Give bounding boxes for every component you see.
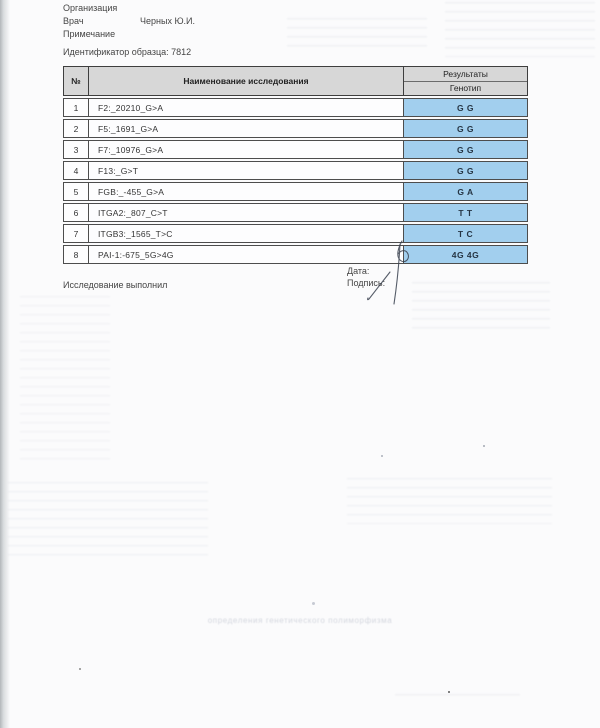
scan-speck — [381, 455, 383, 457]
row-number: 4 — [64, 162, 89, 179]
test-name: ITGA2:_807_C>T — [89, 204, 404, 221]
genotype-result: G G — [404, 162, 527, 179]
note-label: Примечание — [63, 29, 116, 39]
signature-label: Подпись: — [347, 278, 386, 288]
row-number: 8 — [64, 246, 89, 263]
results-table — [63, 66, 528, 266]
scan-speck — [312, 602, 315, 605]
scan-speck — [448, 691, 450, 693]
genotype-result: T T — [404, 204, 527, 221]
genotype-result: G G — [404, 99, 527, 116]
bleedthrough-text-top — [287, 18, 427, 52]
table-row — [63, 224, 528, 243]
genotype-header-label: Генотип — [449, 83, 482, 94]
bleedthrough-text-bottom-right — [395, 694, 520, 702]
row-number: 3 — [64, 141, 89, 158]
doctor-name: Черных Ю.И. — [140, 16, 196, 26]
genotype-result: T C — [404, 225, 527, 242]
row-number: 1 — [64, 99, 89, 116]
row-number: 6 — [64, 204, 89, 221]
test-name: FGB:_-455_G>A — [89, 183, 404, 200]
scan-speck — [79, 668, 81, 670]
bleedthrough-table-top-right — [445, 2, 595, 57]
organization-label: Организация — [63, 3, 118, 13]
column-header-test-name: Наименование исследования — [89, 67, 404, 95]
bleedthrough-text-right — [412, 282, 550, 332]
row-number: 2 — [64, 120, 89, 137]
bleedthrough-text-left-lower — [8, 482, 208, 558]
results-table-body — [63, 98, 528, 264]
test-name: F13:_G>T — [89, 162, 404, 179]
genotype-result: G G — [404, 141, 527, 158]
test-name: PAI-1:-675_5G>4G — [89, 246, 404, 263]
sample-id: Идентификатор образца: 7812 — [63, 47, 192, 57]
date-label: Дата: — [347, 266, 370, 276]
table-row — [63, 140, 528, 159]
table-row — [63, 182, 528, 201]
table-row — [63, 203, 528, 222]
genotype-result: 4G 4G — [404, 246, 527, 263]
column-header-results — [404, 67, 527, 95]
test-name: F5:_1691_G>A — [89, 120, 404, 137]
bleedthrough-text-right-lower — [347, 478, 552, 524]
bleedthrough-text-left-margin — [20, 296, 110, 466]
performed-by-label: Исследование выполнил — [63, 280, 168, 290]
doctor-label: Врач — [63, 16, 84, 26]
test-name: ITGB3:_1565_T>C — [89, 225, 404, 242]
bleedthrough-caption: определения генетического полиморфизма — [207, 616, 393, 625]
results-table-header — [63, 66, 528, 96]
table-row — [63, 245, 528, 264]
test-name: F7:_10976_G>A — [89, 141, 404, 158]
table-row — [63, 119, 528, 138]
genotype-result: G G — [404, 120, 527, 137]
table-row — [63, 98, 528, 117]
table-row — [63, 161, 528, 180]
test-name: F2:_20210_G>A — [89, 99, 404, 116]
column-header-number: № — [64, 67, 89, 95]
row-number: 5 — [64, 183, 89, 200]
results-header-label: Результаты — [404, 67, 527, 82]
row-number: 7 — [64, 225, 89, 242]
genotype-result: G A — [404, 183, 527, 200]
scan-speck — [483, 445, 485, 447]
